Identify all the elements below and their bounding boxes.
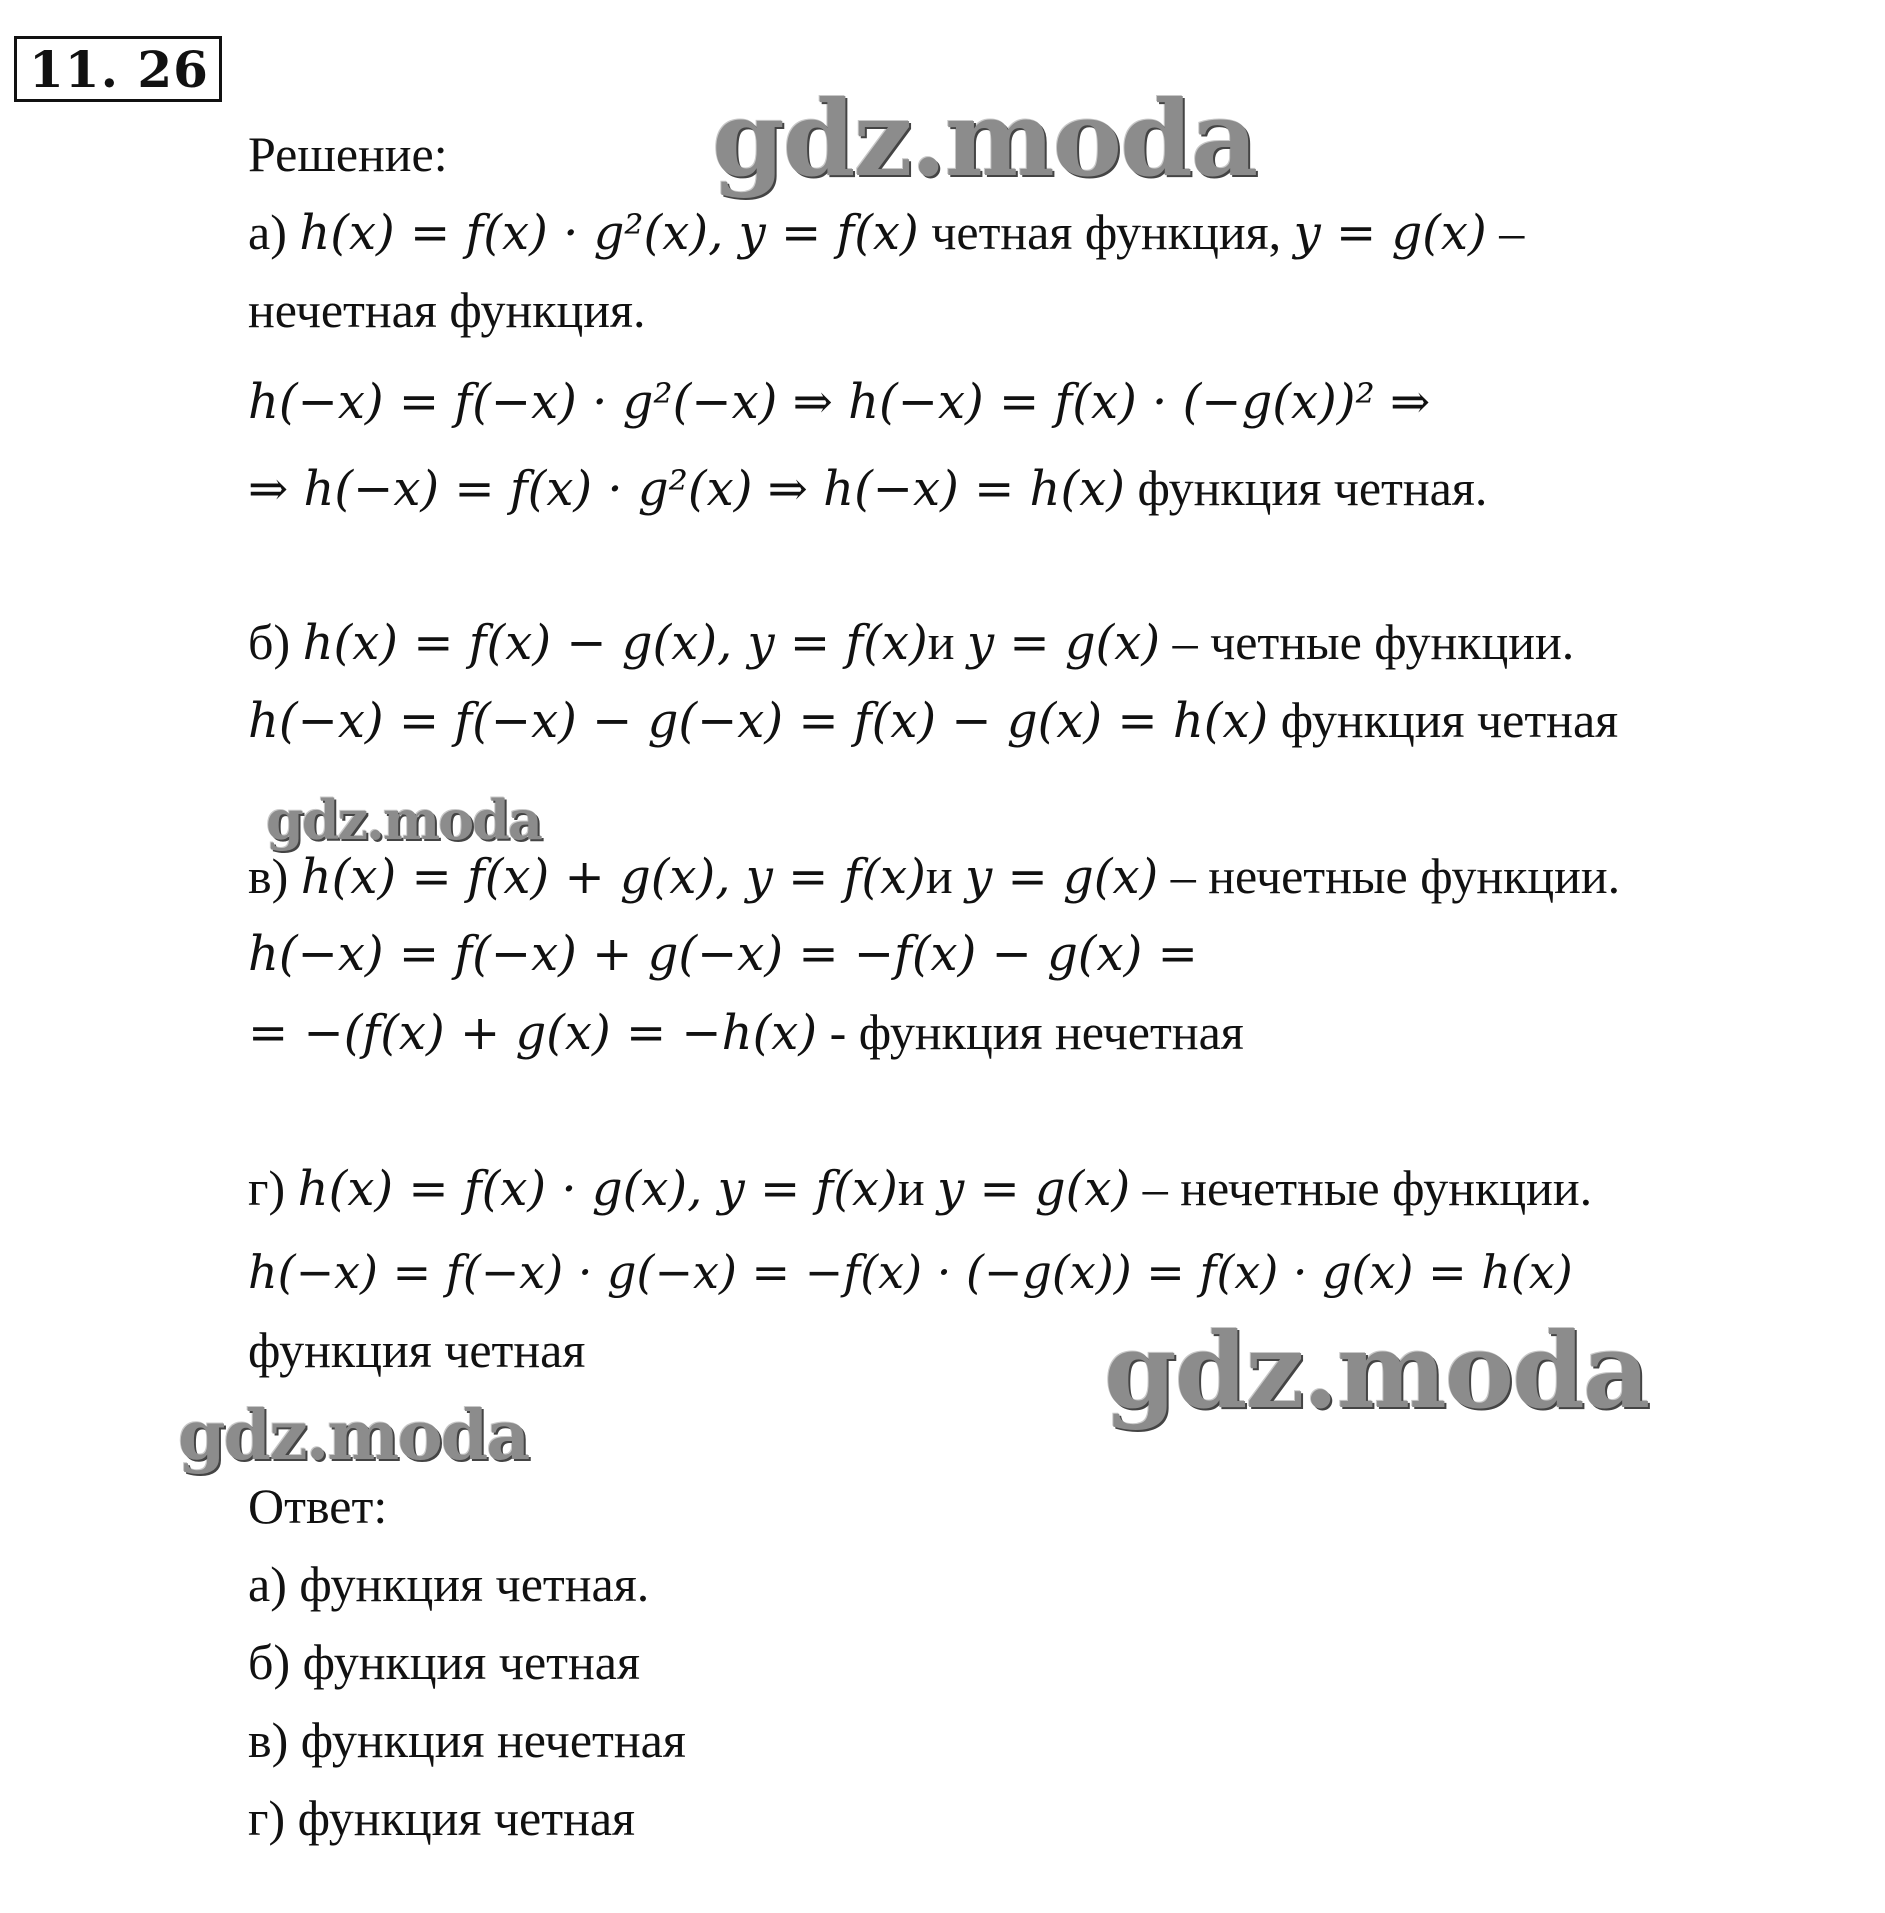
part-b-prefix: б) <box>248 614 291 670</box>
solution-label: Решение: <box>248 126 448 182</box>
part-v-prefix: в) <box>248 848 289 904</box>
part-v-text-1: и <box>925 848 966 904</box>
part-a-prefix: а) <box>248 204 287 260</box>
part-b-line-2 <box>248 690 1618 751</box>
part-g-formula: h(x) = f(x) · g(x), y = f(x) <box>297 1161 898 1217</box>
part-v-line-3-text: - функция нечетная <box>817 1004 1244 1060</box>
watermark-top: gdz.moda <box>712 77 1257 200</box>
part-g-text-1: и <box>897 1160 938 1216</box>
part-g-line-2: h(−x) = f(−x) · g(−x) = −f(x) · (−g(x)) = f(x) · g(x) = h(x) <box>248 1245 1573 1299</box>
part-g-line-3: функция четная <box>248 1322 586 1378</box>
part-g-prefix: г) <box>248 1160 286 1216</box>
part-b-formula: h(x) = f(x) − g(x), y = f(x) <box>302 615 928 671</box>
part-b-text-2: – четные функции. <box>1160 614 1575 670</box>
problem-number: 11. 26 <box>14 36 222 102</box>
answer-item-a: а) функция четная. <box>248 1556 650 1612</box>
part-b-line-1 <box>248 612 1574 673</box>
part-a-line-4-text: функция четная. <box>1124 460 1488 516</box>
part-v-line-3 <box>248 1002 1244 1063</box>
part-a-formula-2: y = g(x) <box>1293 205 1487 261</box>
part-a-line-4 <box>248 458 1487 519</box>
part-b-line-2-formula: h(−x) = f(−x) − g(−x) = f(x) − g(x) = h(x) <box>248 693 1269 749</box>
part-v-line-2: h(−x) = f(−x) + g(−x) = −f(x) − g(x) = <box>248 926 1198 982</box>
part-a-text-2: – <box>1486 204 1525 260</box>
part-g-formula-2: y = g(x) <box>937 1161 1131 1217</box>
answer-label: Ответ: <box>248 1478 388 1534</box>
part-v-text-2: – нечетные функции. <box>1158 848 1621 904</box>
part-a-formula: h(x) = f(x) · g²(x), y = f(x) <box>299 205 919 261</box>
part-g-text-2: – нечетные функции. <box>1130 1160 1593 1216</box>
part-b-text-1: и <box>927 614 967 670</box>
watermark-middle: gdz.moda <box>266 788 541 852</box>
part-a-line-4-formula: ⇒ h(−x) = f(x) · g²(x) ⇒ h(−x) = h(x) <box>248 461 1125 517</box>
part-v-line-1 <box>248 846 1620 907</box>
part-a-line-3: h(−x) = f(−x) · g²(−x) ⇒ h(−x) = f(x) · (−g(x))² ⇒ <box>248 374 1431 430</box>
watermark-lower-left: gdz.moda <box>178 1396 529 1476</box>
part-v-line-3-formula: = −(f(x) + g(x) = −h(x) <box>248 1005 818 1061</box>
part-v-formula: h(x) = f(x) + g(x), y = f(x) <box>300 849 926 905</box>
part-b-line-2-text: функция четная <box>1268 692 1619 748</box>
part-a-line-2: нечетная функция. <box>248 282 646 338</box>
answer-item-v: в) функция нечетная <box>248 1712 686 1768</box>
answer-item-b: б) функция четная <box>248 1634 640 1690</box>
part-b-formula-2: y = g(x) <box>966 615 1161 671</box>
watermark-lower-right: gdz.moda <box>1104 1309 1649 1432</box>
part-a-text-1: четная функция, <box>918 204 1294 260</box>
part-a-line-1 <box>248 202 1524 263</box>
answer-item-g: г) функция четная <box>248 1790 636 1846</box>
part-g-line-1 <box>248 1158 1592 1219</box>
part-v-formula-2: y = g(x) <box>965 849 1159 905</box>
